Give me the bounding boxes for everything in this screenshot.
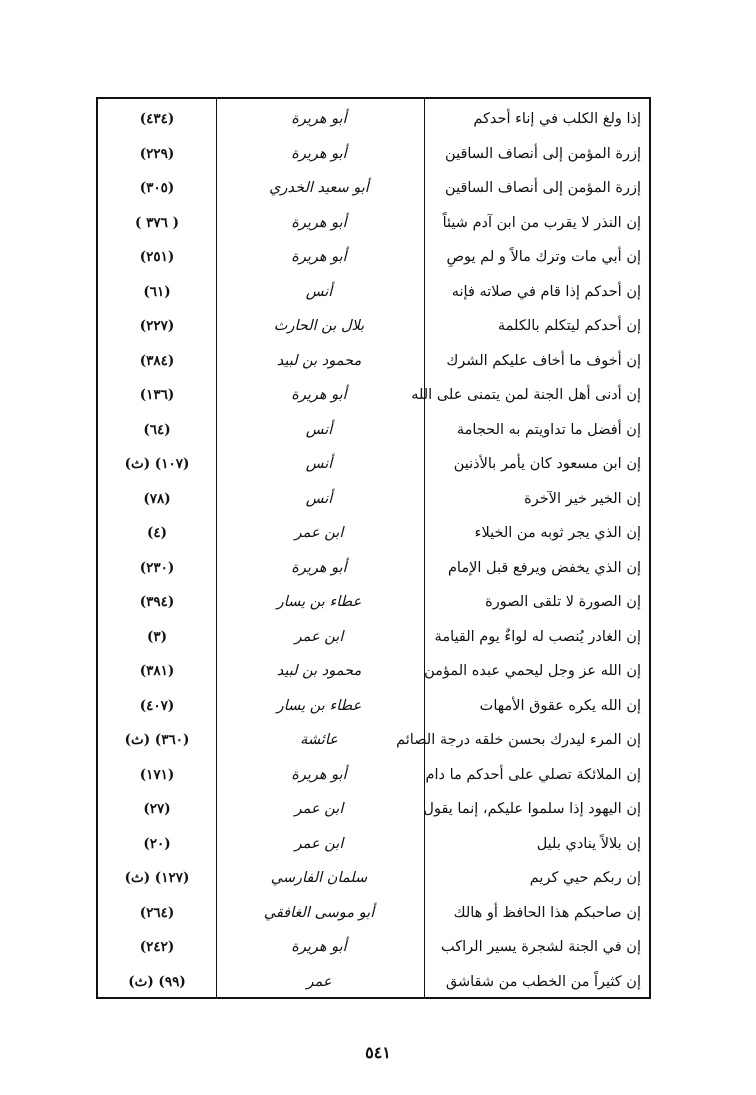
hadith-reference: ( ٣٧٦ )	[135, 214, 179, 231]
hadith-text: إن المرء ليدرك بحسن خلقه درجة الصائم	[396, 732, 641, 748]
table-row	[98, 551, 649, 586]
hadith-reference: (٢٧)	[143, 801, 171, 817]
hadith-text: إن أبي مات وترك مالاً و لم يوصِ	[446, 249, 641, 265]
page-number: ٥٤١	[365, 1043, 391, 1062]
table-row	[98, 447, 649, 482]
hadith-text: إزرة المؤمن إلى أنصاف الساقين	[445, 145, 641, 162]
table-row	[98, 206, 649, 241]
hadith-reference: (٣٩٤)	[139, 594, 175, 610]
narrator-name: محمود بن لبيد	[276, 352, 362, 369]
hadith-reference: (٧٨)	[143, 490, 171, 507]
hadith-reference: (١٢٧) (ث)	[124, 870, 190, 886]
hadith-reference: (٤٠٧)	[139, 697, 175, 714]
table-row	[98, 344, 649, 379]
narrator-name: ابن عمر	[294, 628, 344, 645]
narrator-name: ابن عمر	[294, 835, 344, 852]
hadith-reference: (٤٣٤)	[139, 111, 175, 127]
hadith-text: إن النذر لا يقرب من ابن آدم شيئاً	[442, 214, 641, 231]
table-row	[98, 930, 649, 965]
narrator-name: أبو هريرة	[291, 559, 347, 576]
table-body	[98, 102, 649, 999]
table-row	[98, 275, 649, 310]
hadith-reference: (٦٤)	[143, 421, 171, 438]
hadith-text: إن صاحبكم هذا الحافظ أو هالك	[453, 904, 641, 921]
table-row	[98, 309, 649, 344]
narrator-name: عائشة	[300, 732, 338, 748]
narrator-name: أنس	[305, 490, 333, 507]
hadith-reference: (٢٢٧)	[139, 318, 175, 334]
hadith-text: إن أفضل ما تداويتم به الحجامة	[456, 421, 641, 438]
table-row	[98, 654, 649, 689]
table-row	[98, 827, 649, 862]
table-row	[98, 620, 649, 655]
narrator-name: أبو هريرة	[291, 145, 347, 162]
table-row	[98, 861, 649, 896]
hadith-text: إن أحدكم ليتكلم بالكلمة	[497, 318, 641, 334]
hadith-reference: (٢٦٤)	[139, 904, 175, 921]
narrator-name: أبو هريرة	[291, 766, 347, 783]
table-row	[98, 758, 649, 793]
table-row	[98, 137, 649, 172]
narrator-name: أبو هريرة	[291, 387, 347, 403]
narrator-name: أبو هريرة	[291, 214, 347, 231]
hadith-text: إن اليهود إذا سلموا عليكم، إنما يقول	[423, 801, 641, 817]
hadith-reference: (٢٣٠)	[139, 559, 175, 576]
table-row	[98, 171, 649, 206]
table-row	[98, 413, 649, 448]
hadith-text: إن ابن مسعود كان يأمر بالأذنين	[453, 456, 641, 472]
narrator-name: أنس	[305, 421, 333, 438]
table-row	[98, 792, 649, 827]
hadith-text: إن الذي يجر ثوبه من الخيلاء	[474, 525, 641, 541]
table-row	[98, 965, 649, 1000]
table-row	[98, 102, 649, 137]
hadith-text: إن الغادر يُنصب له لواءٌ يوم القيامة	[434, 628, 641, 645]
hadith-text: إن الله عز وجل ليحمي عبده المؤمن	[424, 663, 641, 679]
hadith-text: إزرة المؤمن إلى أنصاف الساقين	[445, 180, 641, 196]
hadith-text: إن الملائكة تصلي على أحدكم ما دام	[425, 766, 641, 783]
narrator-name: ابن عمر	[294, 801, 344, 817]
hadith-reference: (١٧١)	[139, 766, 175, 783]
hadith-reference: (٣٠٥)	[139, 180, 175, 196]
table-row	[98, 482, 649, 517]
narrator-name: عطاء بن يسار	[276, 594, 362, 610]
hadith-text: إن أحدكم إذا قام في صلاته فإنه	[451, 283, 641, 300]
table-row	[98, 689, 649, 724]
hadith-reference: (٣٨٤)	[139, 352, 175, 369]
narrator-name: أنس	[305, 283, 333, 300]
narrator-name: عمر	[306, 973, 332, 990]
table-row	[98, 378, 649, 413]
hadith-reference: (١٠٧) (ث)	[124, 456, 190, 472]
table-row	[98, 240, 649, 275]
hadith-reference: (٢٢٩)	[139, 145, 175, 162]
hadith-reference: (٢٤٢)	[139, 939, 175, 955]
hadith-reference: (٢٠)	[143, 835, 171, 852]
narrator-name: عطاء بن يسار	[276, 697, 362, 714]
hadith-reference: (٤)	[146, 525, 168, 541]
table-row	[98, 585, 649, 620]
table-row	[98, 896, 649, 931]
hadith-text: إن الذي يخفض ويرفع قبل الإمام	[447, 559, 641, 576]
narrator-name: أبو هريرة	[291, 939, 347, 955]
hadith-text: إن الصورة لا تلقى الصورة	[485, 594, 641, 610]
narrator-name: أبو هريرة	[291, 111, 347, 127]
narrator-name: بلال بن الحارث	[273, 318, 365, 334]
hadith-text: إذا ولغ الكلب في إناء أحدكم	[473, 111, 641, 127]
narrator-name: أبو سعيد الخدري	[269, 180, 369, 196]
narrator-name: أنس	[305, 456, 333, 472]
hadith-reference: (٣٦٠) (ث)	[124, 732, 190, 748]
hadith-reference: (٣٨١)	[139, 663, 175, 679]
narrator-name: أبو موسى الغافقي	[263, 904, 375, 921]
index-table	[96, 97, 651, 999]
hadith-text: إن أدنى أهل الجنة لمن يتمنى على الله	[411, 387, 641, 403]
narrator-name: محمود بن لبيد	[276, 663, 362, 679]
hadith-reference: (٩٩) (ث)	[128, 973, 186, 990]
hadith-text: إن كثيراً من الخطب من شقاشق	[445, 973, 641, 990]
hadith-reference: (٦١)	[143, 283, 171, 300]
narrator-name: سلمان الفارسي	[270, 870, 368, 886]
table-row	[98, 516, 649, 551]
narrator-name: ابن عمر	[294, 525, 344, 541]
hadith-text: إن الخير خير الآخرة	[524, 490, 641, 507]
hadith-reference: (١٣٦)	[139, 387, 175, 403]
hadith-text: إن بلالاً ينادي بليل	[536, 835, 641, 852]
hadith-reference: (٢٥١)	[139, 249, 175, 265]
hadith-text: إن في الجنة لشجرة يسير الراكب	[441, 939, 641, 955]
hadith-text: إن أخوف ما أخاف عليكم الشرك	[446, 352, 641, 369]
narrator-name: أبو هريرة	[291, 249, 347, 265]
hadith-text: إن ربكم حيي كريم	[529, 870, 641, 886]
table-row	[98, 723, 649, 758]
hadith-reference: (٣)	[146, 628, 168, 645]
hadith-text: إن الله يكره عقوق الأمهات	[479, 697, 641, 714]
